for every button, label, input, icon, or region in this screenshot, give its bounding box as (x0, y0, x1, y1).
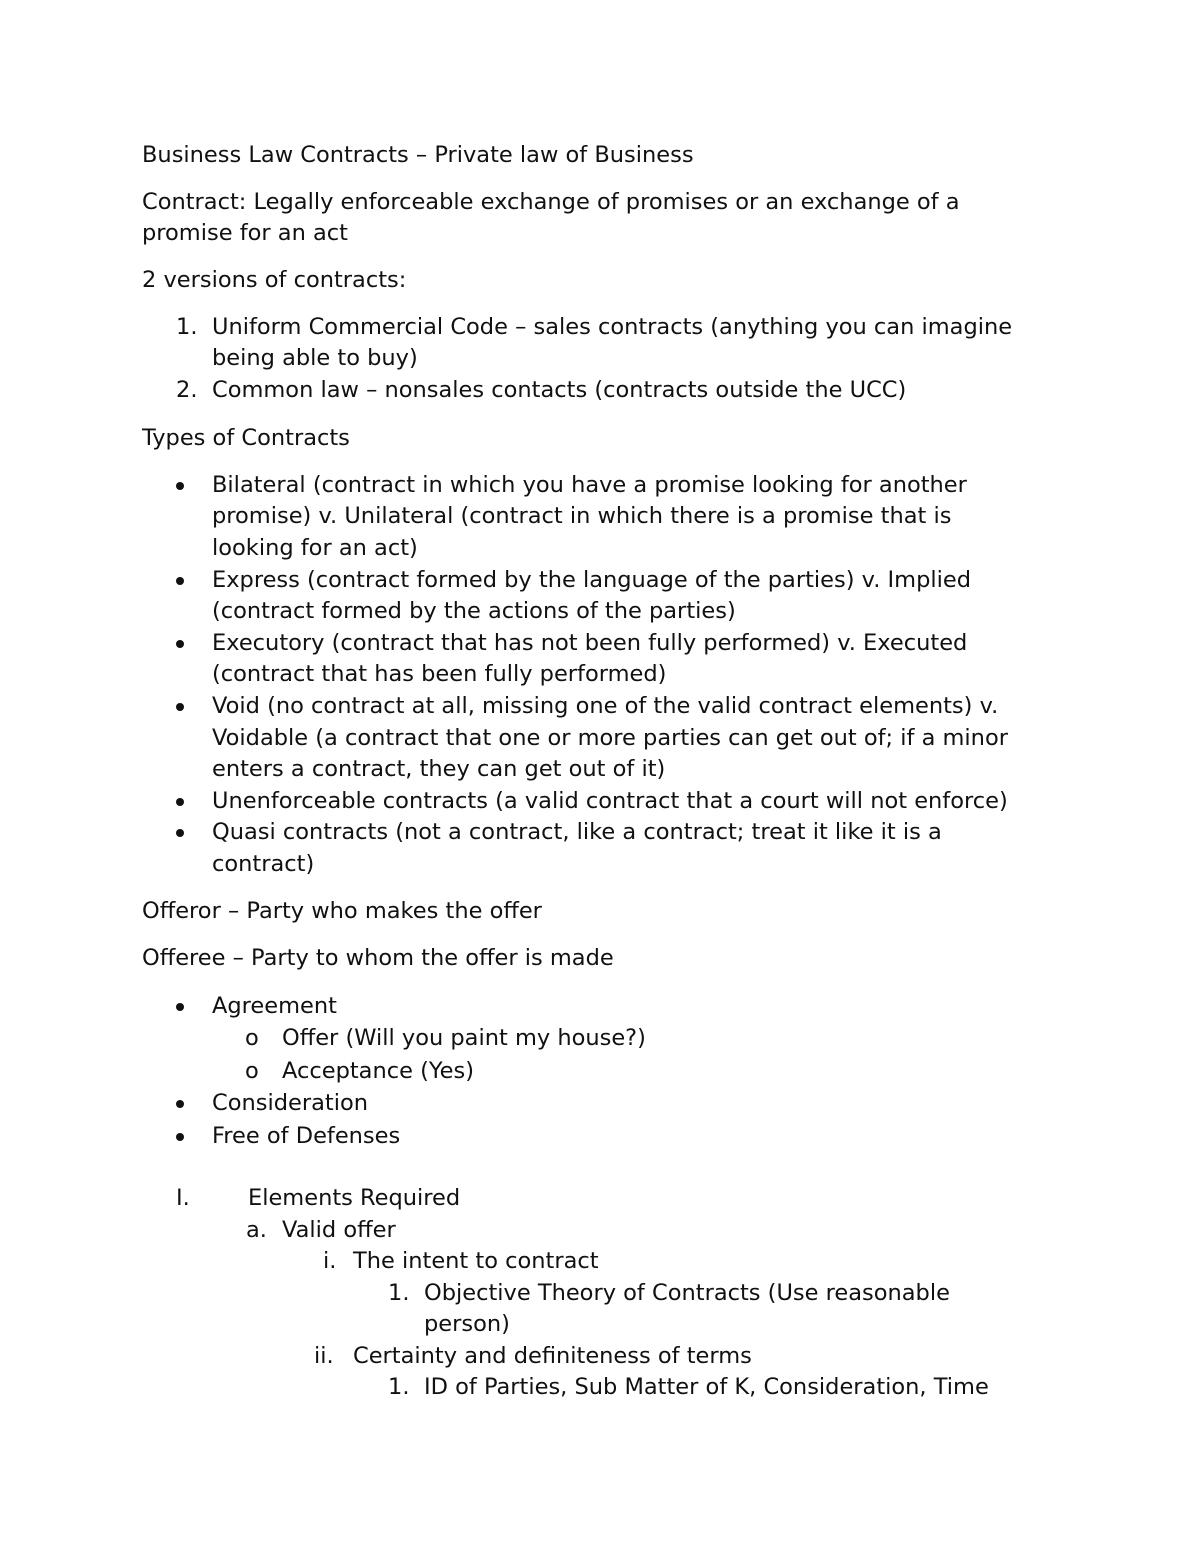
contract-definition-line-2: promise for an act (142, 220, 348, 246)
outline-item: Objective Theory of Contracts (Use reasonable (424, 1280, 950, 1306)
list-item: looking for an act) (212, 535, 418, 561)
list-item: Quasi contracts (not a contract, like a contract; treat it like it is a (212, 819, 942, 845)
bullet-icon (176, 565, 184, 596)
list-item: Unenforceable contracts (a valid contract that a court will not enforce) (212, 788, 1008, 814)
types-heading: Types of Contracts (142, 425, 350, 451)
list-item: Acceptance (Yes) (282, 1058, 474, 1084)
list-item: Consideration (212, 1090, 368, 1116)
bullet-icon (176, 786, 184, 817)
offeree-definition: Offeree – Party to whom the offer is made (142, 945, 614, 971)
bullet-icon (176, 817, 184, 848)
outline-marker: a. (246, 1217, 267, 1243)
list-item: (contract that has been fully performed) (212, 661, 667, 687)
list-item: Express (contract formed by the language of the parties) v. Implied (212, 567, 972, 593)
list-item: being able to buy) (212, 345, 418, 371)
bullet-icon (176, 1088, 184, 1119)
bullet-icon (176, 1121, 184, 1152)
list-item: enters a contract, they can get out of it) (212, 756, 666, 782)
outline-item: Certainty and definiteness of terms (353, 1343, 752, 1369)
outline-item: person) (424, 1311, 510, 1337)
bullet-icon (176, 628, 184, 659)
outline-marker: I. (176, 1185, 190, 1211)
outline-item: Valid offer (282, 1217, 396, 1243)
list-marker: 2. (176, 377, 198, 403)
sub-bullet-icon: o (245, 1025, 259, 1051)
list-item: Agreement (212, 993, 337, 1019)
bullet-icon (176, 691, 184, 722)
list-marker: 1. (176, 314, 198, 340)
outline-marker: 1. (388, 1280, 410, 1306)
list-item: Void (no contract at all, missing one of the valid contract elements) v. (212, 693, 999, 719)
list-item: Executory (contract that has not been fully performed) v. Executed (212, 630, 968, 656)
list-item: promise) v. Unilateral (contract in which there is a promise that is (212, 503, 952, 529)
list-item: (contract formed by the actions of the parties) (212, 598, 736, 624)
contract-definition-line-1: Contract: Legally enforceable exchange of promises or an exchange of a (142, 189, 960, 215)
outline-heading: Elements Required (248, 1185, 461, 1211)
outline-item: ID of Parties, Sub Matter of K, Consideration, Time (424, 1374, 989, 1400)
document-title: Business Law Contracts – Private law of Business (142, 142, 694, 168)
versions-heading: 2 versions of contracts: (142, 267, 407, 293)
list-item: Offer (Will you paint my house?) (282, 1025, 646, 1051)
list-item: Bilateral (contract in which you have a promise looking for another (212, 472, 967, 498)
sub-bullet-icon: o (245, 1058, 259, 1084)
list-item: Uniform Commercial Code – sales contracts (anything you can imagine (212, 314, 1013, 340)
outline-marker: i. (323, 1248, 337, 1274)
list-item: Voidable (a contract that one or more parties can get out of; if a minor (212, 725, 1008, 751)
list-item: contract) (212, 851, 315, 877)
outline-marker: 1. (388, 1374, 410, 1400)
list-item: Common law – nonsales contacts (contracts outside the UCC) (212, 377, 907, 403)
offeror-definition: Offeror – Party who makes the offer (142, 898, 542, 924)
bullet-icon (176, 470, 184, 501)
outline-marker: ii. (314, 1343, 334, 1369)
bullet-icon (176, 991, 184, 1022)
list-item: Free of Defenses (212, 1123, 401, 1149)
outline-item: The intent to contract (353, 1248, 599, 1274)
